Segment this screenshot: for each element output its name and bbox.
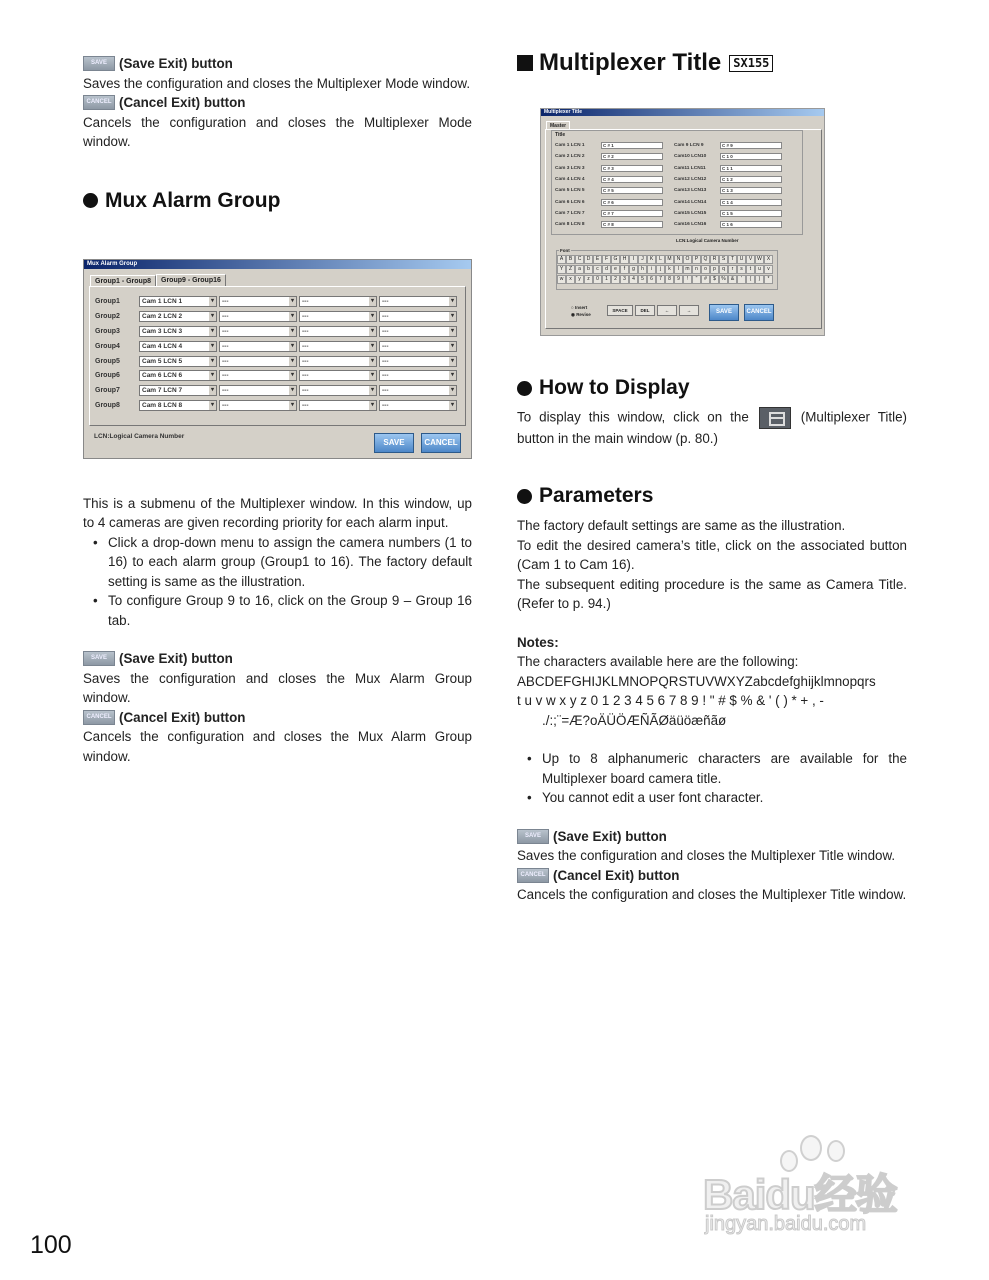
glyph-key[interactable]: R [710, 255, 719, 264]
radio-insert-label: Insert [574, 305, 588, 310]
glyph-key[interactable]: y [575, 275, 584, 284]
glyph-key[interactable]: ! [683, 275, 692, 284]
glyph-key[interactable]: 1 [602, 275, 611, 284]
cancel-exit-heading [83, 708, 472, 728]
cancel-exit-desc: Cancels the configuration and closes the Mux Alarm Group window. [83, 729, 472, 764]
page-number: 100 [30, 1231, 72, 1259]
glyph-key[interactable]: ( [746, 275, 755, 284]
camera-title-field[interactable]: C # 1 [601, 142, 663, 149]
camera-dropdown[interactable]: --- ▾ [219, 370, 297, 381]
glyph-key[interactable]: 6 [647, 275, 656, 284]
cancel-exit-desc: Cancels the configuration and closes the Multiplexer Mode window. [83, 114, 472, 149]
multiplexer-title-window [540, 108, 825, 336]
title-row [674, 209, 782, 218]
tab-group9-16[interactable]: Group9 - Group16 [156, 274, 226, 286]
glyph-key[interactable]: l [674, 265, 683, 274]
camera-title-field[interactable]: C 1 6 [720, 221, 782, 228]
camera-title-button[interactable]: Cam 1 LCN 1 [555, 143, 585, 148]
camera-dropdown[interactable]: --- ▾ [379, 296, 457, 307]
title-row [674, 198, 782, 207]
camera-dropdown[interactable]: --- ▾ [219, 341, 297, 352]
glyph-key[interactable]: L [656, 255, 665, 264]
title-row [555, 175, 663, 184]
cancel-button[interactable]: CANCEL [421, 433, 461, 453]
glyph-key[interactable]: Z [566, 265, 575, 274]
glyph-key[interactable]: n [692, 265, 701, 274]
save-exit-desc: Saves the configuration and closes the Mux Alarm Group window. [83, 670, 472, 705]
camera-dropdown[interactable]: --- ▾ [379, 356, 457, 367]
glyph-key[interactable]: O [683, 255, 692, 264]
group-label: Group1 [95, 298, 120, 306]
camera-dropdown[interactable]: --- ▾ [299, 385, 377, 396]
glyph-key[interactable]: t [746, 265, 755, 274]
cancel-exit-heading [517, 866, 907, 886]
glyph-key[interactable]: o [701, 265, 710, 274]
paw-toe-icon [827, 1140, 845, 1162]
camera-dropdown[interactable]: --- ▾ [219, 296, 297, 307]
bullet-dot-icon [517, 489, 532, 504]
glyph-key[interactable]: % [719, 275, 728, 284]
glyph-key[interactable]: p [710, 265, 719, 274]
group-label: Group8 [95, 401, 120, 409]
title-row [555, 186, 663, 195]
multiplexer-title-icon [759, 407, 791, 429]
tab-bar [90, 274, 471, 286]
glyph-key[interactable]: U [737, 255, 746, 264]
notes-line: t u v w x y z 0 1 2 3 4 5 6 7 8 9 ! " # $ % & ' ( ) * + , - [517, 693, 824, 708]
glyph-key[interactable]: Q [701, 255, 710, 264]
camera-title-button[interactable]: Cam11 LCN11 [674, 165, 706, 171]
lcn-note: LCN:Logical Camera Number [94, 432, 185, 440]
glyph-key[interactable]: 5 [638, 275, 647, 284]
camera-title-button[interactable]: Cam 8 LCN 8 [555, 222, 585, 228]
how-to-display-heading [517, 375, 907, 401]
camera-dropdown[interactable]: Cam 1 LCN 1 ▾ [139, 296, 217, 307]
camera-title-field[interactable]: C 1 1 [720, 165, 782, 172]
glyph-key[interactable]: * [764, 275, 773, 284]
window-title: Mux Alarm Group [84, 260, 471, 269]
group-label: Group6 [95, 372, 120, 380]
camera-dropdown[interactable]: --- ▾ [219, 385, 297, 396]
camera-title-button[interactable]: Cam 2 LCN 2 [555, 154, 585, 160]
glyph-key[interactable]: D [584, 255, 593, 264]
camera-title-field[interactable]: C 1 3 [720, 187, 782, 194]
camera-dropdown[interactable]: --- ▾ [379, 400, 457, 411]
glyph-key[interactable]: e [611, 265, 620, 274]
save-exit-heading [83, 54, 472, 74]
title-row [674, 152, 782, 161]
glyph-key[interactable]: P [692, 255, 701, 264]
glyph-key[interactable]: i [647, 265, 656, 274]
list-item: • Up to 8 alphanumeric characters are available for the Multiplexer board camera title. [527, 749, 907, 788]
glyph-key[interactable]: u [755, 265, 764, 274]
glyph-key[interactable]: C [575, 255, 584, 264]
radio-revise-label: Revise [576, 312, 591, 317]
glyph-key[interactable]: ' [737, 275, 746, 284]
camera-dropdown[interactable]: --- ▾ [379, 326, 457, 337]
notes-line: The characters available here are the following: [517, 654, 799, 669]
cancel-button-icon: CANCEL [83, 95, 115, 110]
glyph-key[interactable]: h [638, 265, 647, 274]
camera-title-button[interactable]: Cam10 LCN10 [674, 154, 707, 160]
radio-insert[interactable]: ○ Insert [571, 305, 588, 310]
group-label: Group7 [95, 387, 120, 395]
bullet-list [93, 533, 472, 631]
camera-title-field[interactable]: C # 8 [601, 221, 663, 228]
glyph-key[interactable]: K [647, 255, 656, 264]
title-row [674, 141, 782, 150]
glyph-key[interactable]: b [584, 265, 593, 274]
camera-title-field[interactable]: C 1 0 [720, 153, 782, 160]
glyph-key[interactable]: G [611, 255, 620, 264]
title-row [555, 152, 663, 161]
glyph-key[interactable]: I [629, 255, 638, 264]
glyph-key[interactable]: w [557, 275, 566, 284]
glyph-key[interactable]: a [575, 265, 584, 274]
glyph-key[interactable]: A [557, 255, 566, 264]
how-to-display-text [517, 407, 907, 449]
paw-toe-icon [800, 1135, 822, 1161]
camera-title-field[interactable]: C 1 5 [720, 210, 782, 217]
save-exit-title: (Save Exit) button [119, 56, 233, 71]
model-tag: SX155 [729, 55, 773, 72]
camera-title-field[interactable]: C # 6 [601, 199, 663, 206]
camera-title-button[interactable]: Cam 6 LCN 6 [555, 199, 585, 205]
del-button[interactable]: DEL [635, 305, 655, 316]
glyph-key[interactable]: V [746, 255, 755, 264]
camera-dropdown[interactable]: --- ▾ [299, 400, 377, 411]
glyph-grid [557, 255, 775, 285]
camera-dropdown[interactable]: Cam 8 LCN 8 ▾ [139, 400, 217, 411]
camera-title-button[interactable]: Cam15 LCN15 [674, 210, 707, 216]
camera-title-button[interactable]: Cam16 LCN16 [674, 222, 707, 228]
camera-title-button[interactable]: Cam12 LCN12 [674, 176, 707, 182]
glyph-key[interactable]: q [719, 265, 728, 274]
save-exit-desc: Saves the configuration and closes the Multiplexer Mode window. [83, 75, 471, 91]
params-text: The subsequent editing procedure is the same as Camera Title. (Refer to p. 94.) [517, 576, 907, 611]
camera-title-button[interactable]: Cam14 LCN14 [674, 199, 707, 205]
intro-text: This is a submenu of the Multiplexer window. In this window, up to 4 cameras are given recording priority for each alarm input. [83, 495, 472, 530]
camera-title-button[interactable]: Cam 3 LCN 3 [555, 165, 585, 171]
glyph-key[interactable]: E [593, 255, 602, 264]
space-button[interactable]: SPACE [607, 305, 633, 316]
save-exit-title: (Save Exit) button [553, 828, 667, 844]
group-label: Group4 [95, 342, 120, 350]
group-row [90, 309, 465, 324]
glyph-key[interactable]: $ [710, 275, 719, 284]
glyph-key[interactable]: X [764, 255, 773, 264]
title-row [555, 209, 663, 218]
mux-alarm-heading-text: Mux Alarm Group [105, 188, 281, 212]
cursor-left-button[interactable]: ← [657, 305, 677, 316]
glyph-key[interactable]: 4 [629, 275, 638, 284]
how-text-b: (Multiplexer Title) button in the main window (p. 80.) [517, 409, 907, 446]
cancel-button-icon: CANCEL [517, 868, 549, 883]
title-row [555, 220, 663, 229]
camera-dropdown[interactable]: --- ▾ [379, 311, 457, 322]
camera-dropdown[interactable]: Cam 3 LCN 3 ▾ [139, 326, 217, 337]
title-row [674, 186, 782, 195]
glyph-key[interactable]: s [737, 265, 746, 274]
glyph-key[interactable]: H [620, 255, 629, 264]
glyph-key[interactable]: & [728, 275, 737, 284]
save-button[interactable]: SAVE [709, 304, 739, 321]
left-column [83, 54, 472, 766]
glyph-key[interactable]: j [656, 265, 665, 274]
camera-dropdown[interactable]: --- ▾ [379, 385, 457, 396]
list-item: • Click a drop-down menu to assign the camera numbers (1 to 16) to each alarm group (Group1 to 16). The factory default setting is same as the illustration. [93, 533, 472, 592]
cancel-exit-desc: Cancels the configuration and closes the Multiplexer Title window. [517, 887, 907, 902]
cancel-exit-title: (Cancel Exit) button [119, 709, 246, 725]
how-text-a: To display this window, click on the [517, 409, 749, 425]
camera-title-field[interactable]: C # 7 [601, 210, 663, 217]
cancel-button[interactable]: CANCEL [744, 304, 774, 321]
camera-dropdown[interactable]: --- ▾ [299, 326, 377, 337]
parameters-heading [517, 483, 907, 509]
notes-line: ./:;¨=Æ?oÄÜÖÆÑÃØäüöæñãø [542, 712, 727, 728]
camera-dropdown[interactable]: --- ▾ [379, 341, 457, 352]
glyph-key[interactable]: z [584, 275, 593, 284]
bullet-dot-icon [83, 193, 98, 208]
camera-title-button[interactable]: Cam 9 LCN 9 [674, 143, 704, 148]
camera-title-field[interactable]: C # 9 [720, 142, 782, 149]
camera-title-field[interactable]: C # 5 [601, 187, 663, 194]
camera-dropdown[interactable]: --- ▾ [219, 356, 297, 367]
group-row [90, 324, 465, 339]
square-bullet-icon [517, 55, 533, 71]
camera-title-field[interactable]: C # 2 [601, 153, 663, 160]
camera-dropdown[interactable]: Cam 7 LCN 7 ▾ [139, 385, 217, 396]
group-row [90, 368, 465, 383]
glyph-key[interactable]: x [566, 275, 575, 284]
group-label: Group3 [95, 327, 120, 335]
save-exit-title: (Save Exit) button [119, 651, 233, 666]
camera-dropdown[interactable]: --- ▾ [299, 341, 377, 352]
camera-dropdown[interactable]: --- ▾ [299, 311, 377, 322]
mux-alarm-group-window [83, 259, 472, 459]
camera-title-button[interactable]: Cam13 LCN13 [674, 188, 707, 194]
save-exit-heading [83, 649, 472, 669]
glyph-key[interactable]: N [674, 255, 683, 264]
cancel-exit-title: (Cancel Exit) button [553, 867, 680, 883]
glyph-key[interactable]: S [719, 255, 728, 264]
title-row [555, 164, 663, 173]
params-heading-text: Parameters [539, 484, 654, 507]
save-exit-heading [517, 827, 907, 847]
glyph-key[interactable]: d [602, 265, 611, 274]
camera-dropdown[interactable]: --- ▾ [299, 370, 377, 381]
glyph-key[interactable]: " [692, 275, 701, 284]
title-row [674, 175, 782, 184]
camera-title-button[interactable]: Cam 7 LCN 7 [555, 210, 585, 216]
font-label: Font [560, 248, 570, 253]
glyph-key[interactable]: T [728, 255, 737, 264]
bullet-dot-icon [517, 381, 532, 396]
title-row [674, 164, 782, 173]
camera-dropdown[interactable]: --- ▾ [379, 370, 457, 381]
list-item: • You cannot edit a user font character. [527, 788, 907, 808]
params-text: To edit the desired camera’s title, click on the associated button (Cam 1 to Cam 16). [517, 537, 907, 572]
watermark-url: jingyan.baidu.com [705, 1213, 867, 1235]
glyph-key[interactable]: 8 [665, 275, 674, 284]
glyph-key[interactable]: f [620, 265, 629, 274]
notes-heading: Notes: [517, 634, 559, 650]
camera-title-field[interactable]: C 1 4 [720, 199, 782, 206]
heading-text: Multiplexer Title [539, 49, 722, 76]
glyph-key[interactable]: M [665, 255, 674, 264]
title-group-label: Title [555, 132, 566, 138]
group-label: Group2 [95, 313, 120, 321]
multiplexer-title-heading [517, 48, 907, 78]
camera-title-button[interactable]: Cam 5 LCN 5 [555, 188, 585, 194]
right-column [517, 48, 907, 78]
save-button[interactable]: SAVE [374, 433, 414, 453]
mux-alarm-heading [83, 188, 472, 214]
group-row [90, 295, 465, 310]
title-row [555, 141, 663, 150]
glyph-key[interactable]: W [755, 255, 764, 264]
group-row [90, 398, 465, 413]
group-row [90, 354, 465, 369]
camera-dropdown[interactable]: --- ▾ [219, 400, 297, 411]
window-title: Multiplexer Title [541, 109, 824, 116]
camera-dropdown[interactable]: --- ▾ [299, 356, 377, 367]
camera-title-button[interactable]: Cam 4 LCN 4 [555, 176, 585, 182]
glyph-key[interactable]: m [683, 265, 692, 274]
glyph-key[interactable]: k [665, 265, 674, 274]
save-button-icon: SAVE [517, 829, 549, 844]
camera-dropdown[interactable]: Cam 4 LCN 4 ▾ [139, 341, 217, 352]
camera-dropdown[interactable]: Cam 2 LCN 2 ▾ [139, 311, 217, 322]
save-exit-desc: Saves the configuration and closes the Multiplexer Title window. [517, 848, 896, 863]
glyph-key[interactable]: J [638, 255, 647, 264]
tab-group1-8[interactable]: Group1 - Group8 [90, 275, 156, 287]
camera-title-field[interactable]: C # 4 [601, 176, 663, 183]
camera-dropdown[interactable]: --- ▾ [219, 311, 297, 322]
tab-master[interactable]: Master [546, 121, 570, 130]
tab-panel [89, 286, 466, 426]
glyph-key[interactable]: 0 [593, 275, 602, 284]
glyph-key[interactable]: 9 [674, 275, 683, 284]
glyph-key[interactable]: B [566, 255, 575, 264]
glyph-key[interactable]: c [593, 265, 602, 274]
save-button-icon: SAVE [83, 651, 115, 666]
title-row [674, 220, 782, 229]
watermark-brand: Baidu经验 [703, 1171, 897, 1218]
glyph-key[interactable]: # [701, 275, 710, 284]
group-label: Group5 [95, 357, 120, 365]
glyph-key[interactable]: 3 [620, 275, 629, 284]
notes-bullets [527, 749, 907, 808]
cancel-exit-heading [83, 93, 472, 113]
camera-dropdown[interactable]: Cam 6 LCN 6 ▾ [139, 370, 217, 381]
camera-dropdown[interactable]: --- ▾ [299, 296, 377, 307]
camera-dropdown[interactable]: Cam 5 LCN 5 ▾ [139, 356, 217, 367]
radio-revise[interactable]: ◉ Revise [571, 312, 591, 317]
glyph-key[interactable]: 2 [611, 275, 620, 284]
how-heading-text: How to Display [539, 376, 690, 399]
glyph-key[interactable]: F [602, 255, 611, 264]
glyph-key[interactable]: g [629, 265, 638, 274]
save-button-icon: SAVE [83, 56, 115, 71]
list-item: • To configure Group 9 to 16, click on the Group 9 – Group 16 tab. [93, 591, 472, 630]
lcn-note: LCN:Logical Camera Number [676, 238, 739, 243]
right-column-lower [517, 375, 907, 905]
glyph-key[interactable]: r [728, 265, 737, 274]
params-text: The factory default settings are same as the illustration. [517, 518, 846, 533]
glyph-key[interactable]: Y [557, 265, 566, 274]
camera-title-field[interactable]: C # 3 [601, 165, 663, 172]
group-row [90, 383, 465, 398]
title-row [555, 198, 663, 207]
group-row [90, 339, 465, 354]
cursor-right-button[interactable]: → [679, 305, 699, 316]
notes-line: ABCDEFGHIJKLMNOPQRSTUVWXYZabcdefghijklmnopqrs [517, 673, 876, 689]
camera-title-field[interactable]: C 1 2 [720, 176, 782, 183]
glyph-key[interactable]: 7 [656, 275, 665, 284]
glyph-key[interactable]: v [764, 265, 773, 274]
glyph-key[interactable]: ) [755, 275, 764, 284]
camera-dropdown[interactable]: --- ▾ [219, 326, 297, 337]
cancel-exit-title: (Cancel Exit) button [119, 95, 246, 110]
cancel-button-icon: CANCEL [83, 710, 115, 725]
